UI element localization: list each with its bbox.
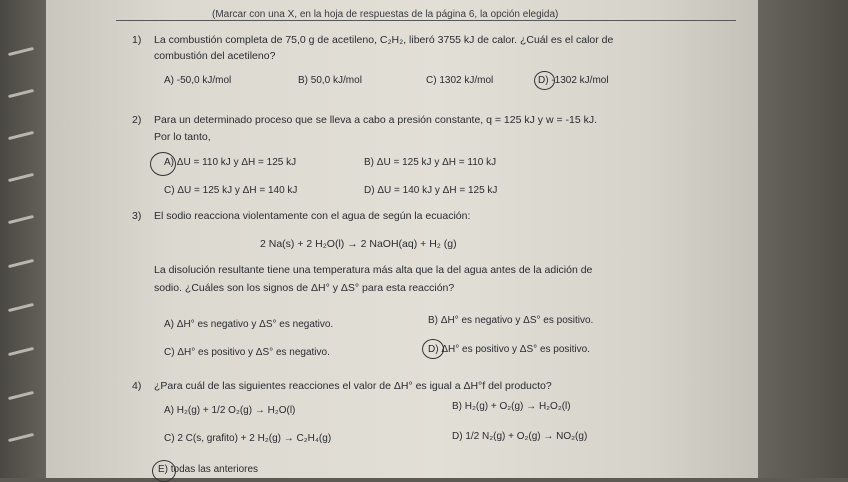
instructions: (Marcar con una X, en la hoja de respuestas de la página 6, la opción elegida) — [212, 9, 559, 20]
question-1-text: La combustión completa de 75,0 g de acetileno, C₂H₂, liberó 3755 kJ de calor. ¿Cuál es el calor de — [154, 34, 614, 46]
question-3-text: El sodio reacciona violentamente con el agua de según la ecuación: — [154, 210, 471, 222]
question-4-option-d[interactable]: D) 1/2 N₂(g) + O₂(g) → NO₂(g) — [452, 431, 588, 442]
question-2-number: 2) — [132, 114, 142, 126]
question-2-option-a[interactable]: A) ΔU = 110 kJ y ΔH = 125 kJ — [164, 157, 297, 168]
question-1-number: 1) — [132, 34, 142, 46]
question-2-option-d[interactable]: D) ΔU = 140 kJ y ΔH = 125 kJ — [364, 185, 498, 196]
question-3-option-b[interactable]: B) ΔH° es negativo y ΔS° es positivo. — [428, 315, 594, 326]
question-2-option-c[interactable]: C) ΔU = 125 kJ y ΔH = 140 kJ — [164, 185, 298, 196]
question-3-text-cont: La disolución resultante tiene una temperatura más alta que la del agua antes de la adición de — [154, 264, 593, 276]
binder-ring — [8, 215, 34, 224]
question-2-text: Para un determinado proceso que se lleva a cabo a presión constante, q = 125 kJ y w = -15 kJ. — [154, 114, 598, 126]
question-1-text-cont: combustión del acetileno? — [154, 50, 276, 62]
binder-ring — [8, 131, 34, 140]
question-1-option-b[interactable]: B) 50,0 kJ/mol — [298, 75, 362, 86]
binder-ring — [8, 173, 34, 182]
question-1-option-d[interactable]: D) -1302 kJ/mol — [538, 75, 609, 86]
question-4-text: ¿Para cuál de las siguientes reacciones el valor de ΔH° es igual a ΔH°f del producto? — [154, 380, 552, 392]
question-3-equation: 2 Na(s) + 2 H₂O(l) → 2 NaOH(aq) + H₂ (g) — [260, 238, 457, 250]
question-1-option-a[interactable]: A) -50,0 kJ/mol — [164, 75, 232, 86]
answer-circle-mark — [534, 71, 555, 90]
question-1-option-c[interactable]: C) 1302 kJ/mol — [426, 75, 494, 86]
binder-ring — [8, 433, 34, 442]
question-3-text-cont-2: sodio. ¿Cuáles son los signos de ΔH° y ΔS° para esta reacción? — [154, 282, 455, 294]
binder-ring — [8, 347, 34, 356]
question-4-option-a[interactable]: A) H₂(g) + 1/2 O₂(g) → H₂O(l) — [164, 405, 296, 416]
question-4-option-e[interactable]: E) todas las anteriores — [158, 464, 259, 475]
answer-circle-mark — [422, 339, 444, 359]
question-3-number: 3) — [132, 210, 142, 222]
exam-page — [46, 0, 758, 478]
binder-ring — [8, 89, 34, 98]
question-2-text-cont: Por lo tanto, — [154, 131, 211, 143]
question-4-option-c[interactable]: C) 2 C(s, grafito) + 2 H₂(g) → C₂H₄(g) — [164, 433, 332, 444]
answer-circle-mark — [152, 460, 176, 482]
question-2-option-b[interactable]: B) ΔU = 125 kJ y ΔH = 110 kJ — [364, 157, 497, 168]
question-3-option-a[interactable]: A) ΔH° es negativo y ΔS° es negativo. — [164, 319, 334, 330]
binder-ring — [8, 47, 34, 56]
question-4-number: 4) — [132, 380, 142, 392]
question-4-option-b[interactable]: B) H₂(g) + O₂(g) → H₂O₂(l) — [452, 401, 571, 412]
answer-circle-mark — [150, 152, 176, 176]
question-3-option-d[interactable]: D) ΔH° es positivo y ΔS° es positivo. — [428, 344, 590, 355]
binder-ring — [8, 259, 34, 268]
binder-ring — [8, 391, 34, 400]
question-3-option-c[interactable]: C) ΔH° es positivo y ΔS° es negativo. — [164, 347, 330, 358]
header-divider — [116, 20, 736, 21]
binder-ring — [8, 303, 34, 312]
